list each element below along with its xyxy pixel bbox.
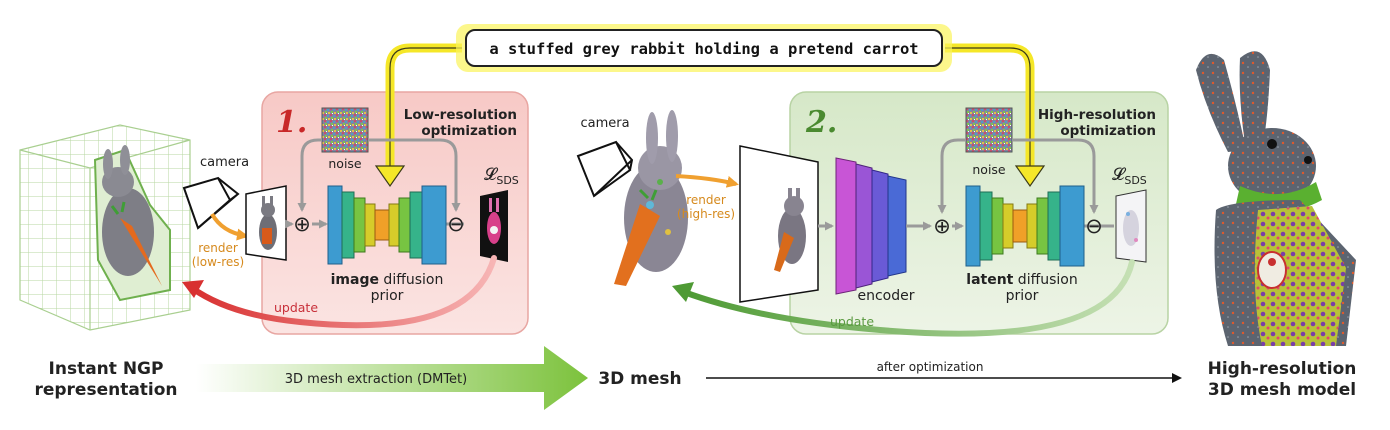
- final-rabbit-model: [1196, 51, 1356, 346]
- stage1-render-line2: (low-res): [191, 255, 245, 269]
- stage2-prior-line1: latent diffusion: [966, 272, 1078, 288]
- final-label-line2: 3D mesh model: [1207, 380, 1357, 400]
- prompt-text: a stuffed grey rabbit holding a pretend carrot: [489, 40, 919, 58]
- instant-ngp-grid: [20, 125, 190, 330]
- noise-image-stage1: [322, 108, 368, 152]
- rendered-image-stage1: [246, 186, 286, 260]
- stage1-noise-label: noise: [328, 156, 362, 171]
- ngp-label-line2: representation: [34, 380, 178, 400]
- stage2-camera-label: camera: [580, 116, 630, 131]
- render-arrow-stage1: [212, 214, 246, 236]
- stage1-prior-line1: image diffusion: [330, 272, 444, 288]
- stage1-title-line2: optimization: [421, 123, 517, 139]
- stage1-render-line1: render: [198, 241, 238, 255]
- mesh-label: 3D mesh: [598, 369, 682, 389]
- noise-image-stage2: [966, 108, 1012, 152]
- stage2-render-line1: render: [686, 193, 726, 207]
- encoder-label: encoder: [857, 288, 915, 304]
- final-label-line1: High-resolution: [1207, 359, 1357, 379]
- rendered-image-stage2: [740, 146, 818, 302]
- camera-icon-stage2: [578, 142, 632, 196]
- 3d-mesh-rabbit: [614, 110, 688, 286]
- stage2-plus-op: ⊕: [933, 214, 951, 238]
- stage1-update-label: update: [273, 300, 319, 315]
- camera-icon-stage1: [184, 178, 238, 228]
- mesh-extraction-label: 3D mesh extraction (DMTet): [284, 372, 468, 387]
- sds-gradient-image-stage2: [1116, 190, 1146, 262]
- stage2-title-line2: optimization: [1060, 123, 1156, 139]
- stage2-render-line2: (high-res): [676, 207, 736, 221]
- ngp-label-line1: Instant NGP: [48, 359, 164, 379]
- stage2-prior-line2: prior: [1005, 288, 1039, 304]
- stage1-number: 1.: [276, 105, 308, 140]
- stage2-noise-label: noise: [972, 162, 1006, 177]
- encoder-block: [836, 158, 906, 294]
- stage1-minus-op: ⊖: [447, 212, 465, 236]
- stage2-minus-op: ⊖: [1085, 214, 1103, 238]
- stage2-update-label: update: [829, 314, 875, 329]
- stage2-number: 2.: [806, 105, 838, 140]
- render-arrow-stage2: [676, 176, 736, 184]
- sds-gradient-image-stage1: [480, 190, 508, 262]
- stage1-camera-label: camera: [200, 155, 250, 170]
- after-optimization-label: after optimization: [876, 360, 984, 374]
- stage1-plus-op: ⊕: [293, 212, 311, 236]
- ngp-rabbit-body: [102, 188, 154, 276]
- stage2-loss-label: 𝓛$_{SDS}$: [1112, 165, 1147, 187]
- stage1-title-line1: Low-resolution: [403, 107, 517, 123]
- stage1-prior-line2: prior: [370, 288, 404, 304]
- stage1-loss-label: 𝓛$_{SDS}$: [484, 165, 519, 187]
- stage2-title-line1: High-resolution: [1037, 107, 1156, 123]
